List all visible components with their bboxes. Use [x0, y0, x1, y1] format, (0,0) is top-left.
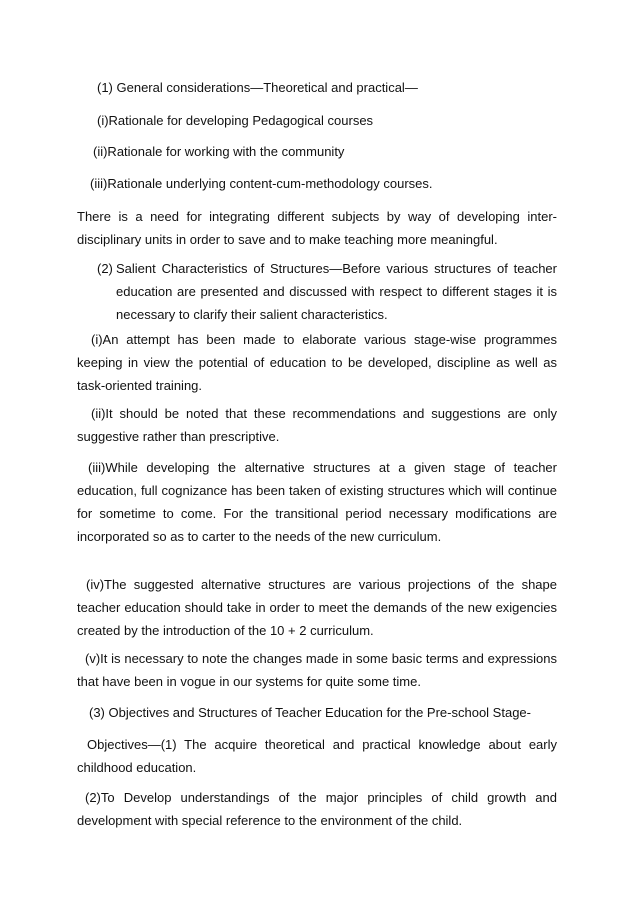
paragraph-stage-wise: (i)An attempt has been made to elaborate various stage-wise programmes keeping in view the potential of education to be developed, discipline as well as task-oriented training. — [77, 332, 557, 393]
paragraph-alternative-structures: (iii)While developing the alternative structures at a given stage of teacher education, full cognizance has been taken of existing structures which will continue for sometime to come. For the transitional period necessary modifications are incorporated so as to carter to the needs of the new curriculum. — [77, 460, 557, 544]
heading-general-considerations: (1) General considerations—Theoretical and practical— — [97, 80, 418, 95]
paragraph-projections: (iv)The suggested alternative structures are various projections of the shape teacher education should take in order to meet the demands of the new exigencies created by the introduction of the 10 + 2 curriculum. — [77, 577, 557, 638]
list-item-content-methodology: (iii)Rationale underlying content-cum-methodology courses. — [90, 176, 433, 191]
paragraph-objectives: Objectives—(1) The acquire theoretical and practical knowledge about early childhood education. — [77, 737, 557, 775]
paragraph-child-growth: (2)To Develop understandings of the major principles of child growth and development with special reference to the environment of the child. — [77, 790, 557, 828]
list-item-community: (ii)Rationale for working with the community — [93, 144, 345, 159]
list-item-pedagogical: (i)Rationale for developing Pedagogical courses — [97, 113, 374, 128]
paragraph-interdisciplinary: There is a need for integrating different subjects by way of developing inter-disciplinary units in order to save and to make teaching more meaningful. — [77, 209, 557, 247]
section-number: (2) — [97, 261, 113, 276]
section-salient-characteristics — [97, 257, 557, 326]
paragraph-recommendations: (ii)It should be noted that these recommendations and suggestions are only suggestive rather than prescriptive. — [77, 406, 557, 444]
paragraph-basic-terms: (v)It is necessary to note the changes made in some basic terms and expressions that have been in vogue in our systems for quite some time. — [77, 651, 557, 689]
section-body: Salient Characteristics of Structures—Before various structures of teacher education are presented and discussed with respect to different stages it is necessary to clarify their salient characteristics. — [116, 261, 557, 322]
heading-pre-school-stage: (3) Objectives and Structures of Teacher Education for the Pre-school Stage- — [89, 705, 531, 720]
